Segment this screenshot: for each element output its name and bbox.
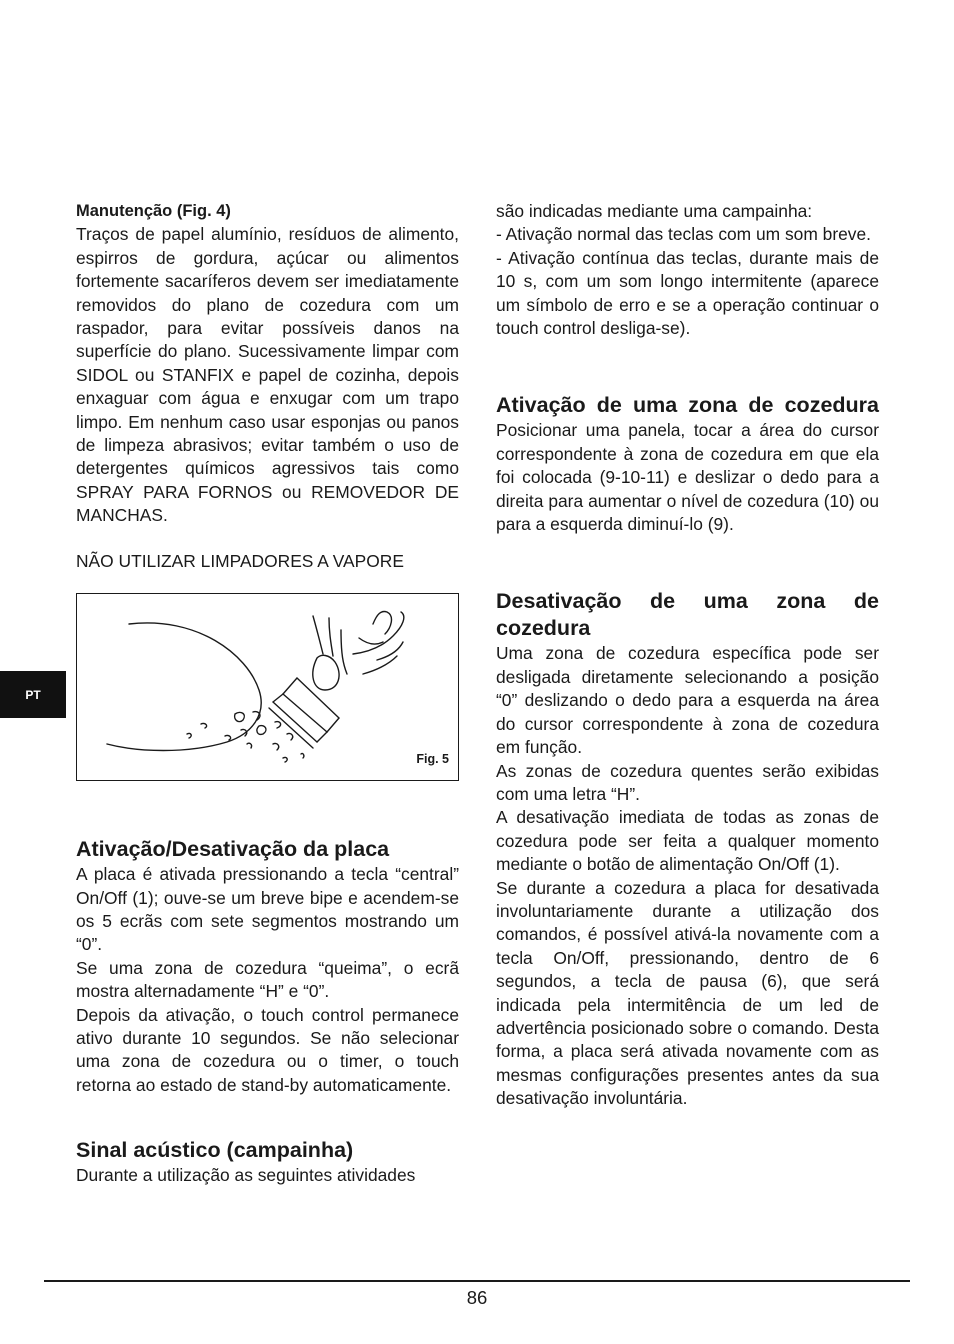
page-number: 86 xyxy=(466,1287,488,1308)
acoustic-signal-title: Sinal acústico (campainha) xyxy=(76,1138,354,1163)
activation-paragraph-1: A placa é ativada pressionando a tecla “central” On/Off (1); ouve-se um breve bipe e acendem-se os 5 ecrãs com sete segmentos mostrando um “0”. xyxy=(76,864,459,955)
activation-paragraph-3: Depois da ativação, o touch control permanece ativo durante 10 segundos. Se não selecionar uma zona de cozedura ou o timer, o touch retorna ao estado de stand-by automaticamente. xyxy=(76,1004,459,1095)
activation-title: Ativação/Desativação da placa xyxy=(76,837,390,862)
language-tab: PT xyxy=(0,671,66,718)
activation-paragraph-2: Se uma zona de cozedura “queima”, o ecrã mostra alternadamente “H” e “0”. xyxy=(76,957,459,1002)
zone-activation-text: Posicionar uma panela, tocar a área do cursor correspondente à zona de cozedura em que ela foi colocada (9-10-11) e deslizar o dedo para a direita para aumentar o nível de cozedura (10) ou para a esquerda diminuí-lo (9). xyxy=(496,420,879,535)
maintenance-title: Manutenção (Fig. 4) xyxy=(76,202,231,220)
zone-deactivation-paragraph-2: As zonas de cozedura quentes serão exibidas com uma letra “H”. xyxy=(496,760,879,804)
acoustic-item-continuous: - Ativação contínua das teclas, durante mais de 10 s, com um som longo intermitente (aparece um símbolo de erro e se a operação continuar o touch control desliga-se). xyxy=(496,247,879,339)
zone-deactivation-title: Desativação de uma zona de cozedura xyxy=(496,589,879,641)
maintenance-text: Traços de papel alumínio, resíduos de alimento, espirros de gordura, açúcar ou alimentos fortemente sacaríferos devem ser imediatamente removidos do plano de cozedura com um raspador, para evitar possíveis danos na superfície do plano. Sucessivamente limpar com SIDOL ou STANFIX e papel de cozinha, depois enxaguar com água e enxugar com um trapo limpo. Em nenhum caso usar esponjas ou panos de limpeza abrasivos; evitar também o uso de detergentes químicos agressivos tais como SPRAY PARA FORNOS ou REMOVEDOR DE MANCHAS. xyxy=(76,224,459,526)
figure-caption: Fig. 5 xyxy=(416,751,449,766)
footer-divider xyxy=(44,1280,910,1282)
zone-deactivation-paragraph-4: Se durante a cozedura a placa for desativada involuntariamente durante a utilização dos comandos, é possível ativá-la novamente com a tecla On/Off, pressionando, dentro de 6 segundos, a tecla de pausa (6), que será indicada pela intermitência de um led de advertência posicionado sobre o comando. Desta forma, a placa será ativada novamente com as mesmas configurações presentes antes da sua desativação involuntária. xyxy=(496,877,879,1109)
left-column xyxy=(76,200,459,1188)
acoustic-signal-continued: são indicadas mediante uma campainha: xyxy=(496,201,813,221)
steam-cleaner-warning: NÃO UTILIZAR LIMPADORES A VAPORE xyxy=(76,550,404,571)
zone-activation-title: Ativação de uma zona de cozedura xyxy=(496,393,879,418)
zone-deactivation-paragraph-1: Uma zona de cozedura específica pode ser desligada diretamente selecionando a posição “0” deslizando o dedo para a esquerda na área do cursor correspondente à zona de cozedura em função. xyxy=(496,643,879,758)
right-column xyxy=(496,200,879,1111)
figure-scraper-illustration xyxy=(76,593,459,781)
acoustic-item-normal: - Ativação normal das teclas com um som breve. xyxy=(496,224,872,245)
scraper-cleaning-illustration xyxy=(77,594,458,780)
acoustic-signal-paragraph: Durante a utilização as seguintes atividades xyxy=(76,1165,416,1186)
zone-deactivation-paragraph-3: A desativação imediata de todas as zonas de cozedura pode ser feita a qualquer momento mediante o botão de alimentação On/Off (1). xyxy=(496,807,879,875)
